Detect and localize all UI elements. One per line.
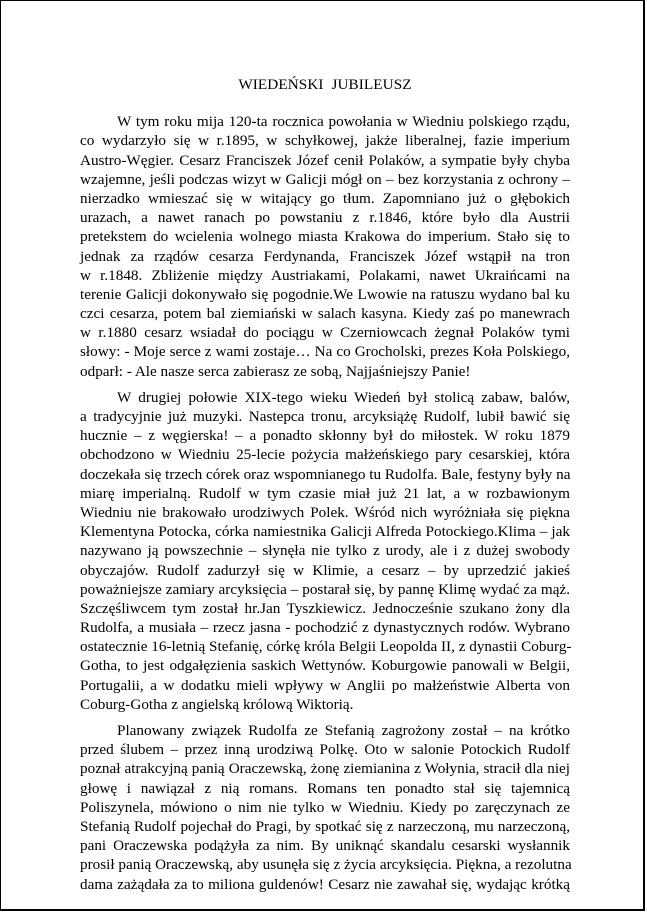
text-line: w r.1880 cesarz wsiadał do pociągu w Czerniowcach żegnał Polaków tymi <box>80 324 570 342</box>
text-line: Poliszynela, mówiono o nim nie tylko w Wiedniu. Kiedy po zaręczynach ze <box>80 798 570 816</box>
text-line: Coburg-Gotha z angielską królową Wiktorią. <box>80 695 354 713</box>
text-line: obyczajów. Rudolf zadurzył się w Klimie, a cesarz – by uprzedzić jakieś <box>80 561 570 579</box>
text-line: jednak za rządów cesarza Ferdynanda, Franciszek Józef wstąpił na tron <box>80 247 570 265</box>
text-line: pani Oraczewska podążyła za nim. By uniknąć skandalu cesarski wysłannik <box>80 837 570 855</box>
document-title: WIEDEŃSKI JUBILEUSZ <box>238 76 412 93</box>
text-line: ostatecznie 16-letnią Stefanię, córkę króla Belgii Leopolda II, z dynastii Coburg- <box>80 638 572 656</box>
text-line: Gotha, to jest odgałęzienia saskich Wettynów. Koburgowie panowali w Belgii, <box>80 657 570 675</box>
text-line: Wiedniu nie brakowało urodziwych Polek. Wśród nich wyróżniała się piękna <box>80 503 570 521</box>
text-line: głowę i nawiązał z nią romans. Romans ten ponadto stał się tajemnicą <box>80 779 570 797</box>
text-line: prosił panią Oraczewską, aby usunęła się z życia arcyksięcia. Piękna, a rezolutna <box>80 856 572 874</box>
text-line: a tradycyjnie już muzyki. Nastepca tronu, arcyksiążę Rudolf, lubił bawić się <box>80 408 570 426</box>
text-line: obchodzono w Wiedniu 25-lecie pożycia małżeńskiego pary cesarskiej, która <box>80 446 570 464</box>
text-line: Rudolfa, a musiała – rzecz jasna - pochodzić z dynastycznych rodów. Wybrano <box>80 619 570 637</box>
text-line: terenie Galicji dokonywało się pogodnie.We Lwowie na ratuszu wydano bal ku <box>80 285 570 303</box>
text-line: nazywano ją powszechnie – słynęła nie tylko z urody, ale i z dużej swobody <box>80 542 570 560</box>
text-line: urazach, a nawet ranach po powstaniu z r.1846, które było dla Austrii <box>80 209 570 227</box>
text-line: Klementyna Potocka, córka namiestnika Galicji Alfreda Potockiego.Klima – jak <box>80 523 570 541</box>
text-line: hucznie – z węgierska! – a ponadto skłonny był do miłostek. W roku 1879 <box>80 427 570 445</box>
paragraph-3 <box>80 721 570 894</box>
document-body <box>80 75 570 894</box>
text-line: w r.1848. Zbliżenie między Austriakami, Polakami, nawet Ukraińcami na <box>80 266 570 284</box>
text-line: nierzadko wmieszać się w witający go tłum. Zapomniano już o głębokich <box>80 189 570 207</box>
text-line: pretekstem do wcielenia wolnego miasta Krakowa do imperium. Stało się to <box>80 228 570 246</box>
paragraph-2 <box>80 388 570 714</box>
text-line: W tym roku mija 120-ta rocznica powołania w Wiedniu polskiego rządu, <box>117 113 570 131</box>
paragraph-1 <box>80 112 570 381</box>
text-line: przed ślubem – przez inną urodziwą Polkę. Oto w salonie Potockich Rudolf <box>80 741 570 759</box>
text-line: W drugiej połowie XIX-tego wieku Wiedeń był stolicą zabaw, balów, <box>117 388 570 406</box>
text-line: doczekała się trzech córek oraz wspomnianego tu Rudolfa. Bale, festyny były na <box>80 465 571 483</box>
text-line: poważniejsze zamiary arcyksięcia – postarał się, by pannę Klimę wydać za mąż. <box>80 580 570 598</box>
text-line: Portugalii, a w dodatku mieli wpływy w Anglii po małżeństwie Alberta von <box>80 676 570 694</box>
text-line: miarę imperialną. Rudolf w tym czasie miał już 21 lat, a w rozbawionym <box>80 484 570 502</box>
text-line: Austro-Węgier. Cesarz Franciszek Józef cenił Polaków, a sympatie były chyba <box>80 151 570 169</box>
text-line: czci cesarza, potem bal ziemiański w salach kasyna. Kiedy zaś po manewrach <box>80 305 570 323</box>
text-line: dama zażądała za to miliona guldenów! Cesarz nie zawahał się, wydając krótką <box>80 875 570 893</box>
text-line: słowy: - Moje serce z wami zostaje… Na co Grocholski, prezes Koła Polskiego, <box>80 343 570 361</box>
text-line: co wydarzyło się w r.1895, w schyłkowej, jakże liberalnej, fazie imperium <box>80 132 570 150</box>
text-line: poznał atrakcyjną panią Oraczewską, żonę ziemianina z Wołynia, stracił dla niej <box>80 760 570 778</box>
text-line: Planowany związek Rudolfa ze Stefanią zagrożony został – na krótko <box>117 722 570 740</box>
text-line: Szczęśliwcem tym został hr.Jan Tyszkiewicz. Jednocześnie szukano żony dla <box>80 599 570 617</box>
text-line: wzajemne, jeśli podczas wizyt w Galicji mógł on – bez korzystania z ochrony – <box>80 170 570 188</box>
text-line: Stefanią Rudolf pojechał do Pragi, by spotkać się z narzeczoną, mu narzeczoną, <box>80 817 570 835</box>
text-line: odparł: - Ale nasze serca zabierasz ze sobą, Najjaśniejszy Panie! <box>80 362 471 380</box>
